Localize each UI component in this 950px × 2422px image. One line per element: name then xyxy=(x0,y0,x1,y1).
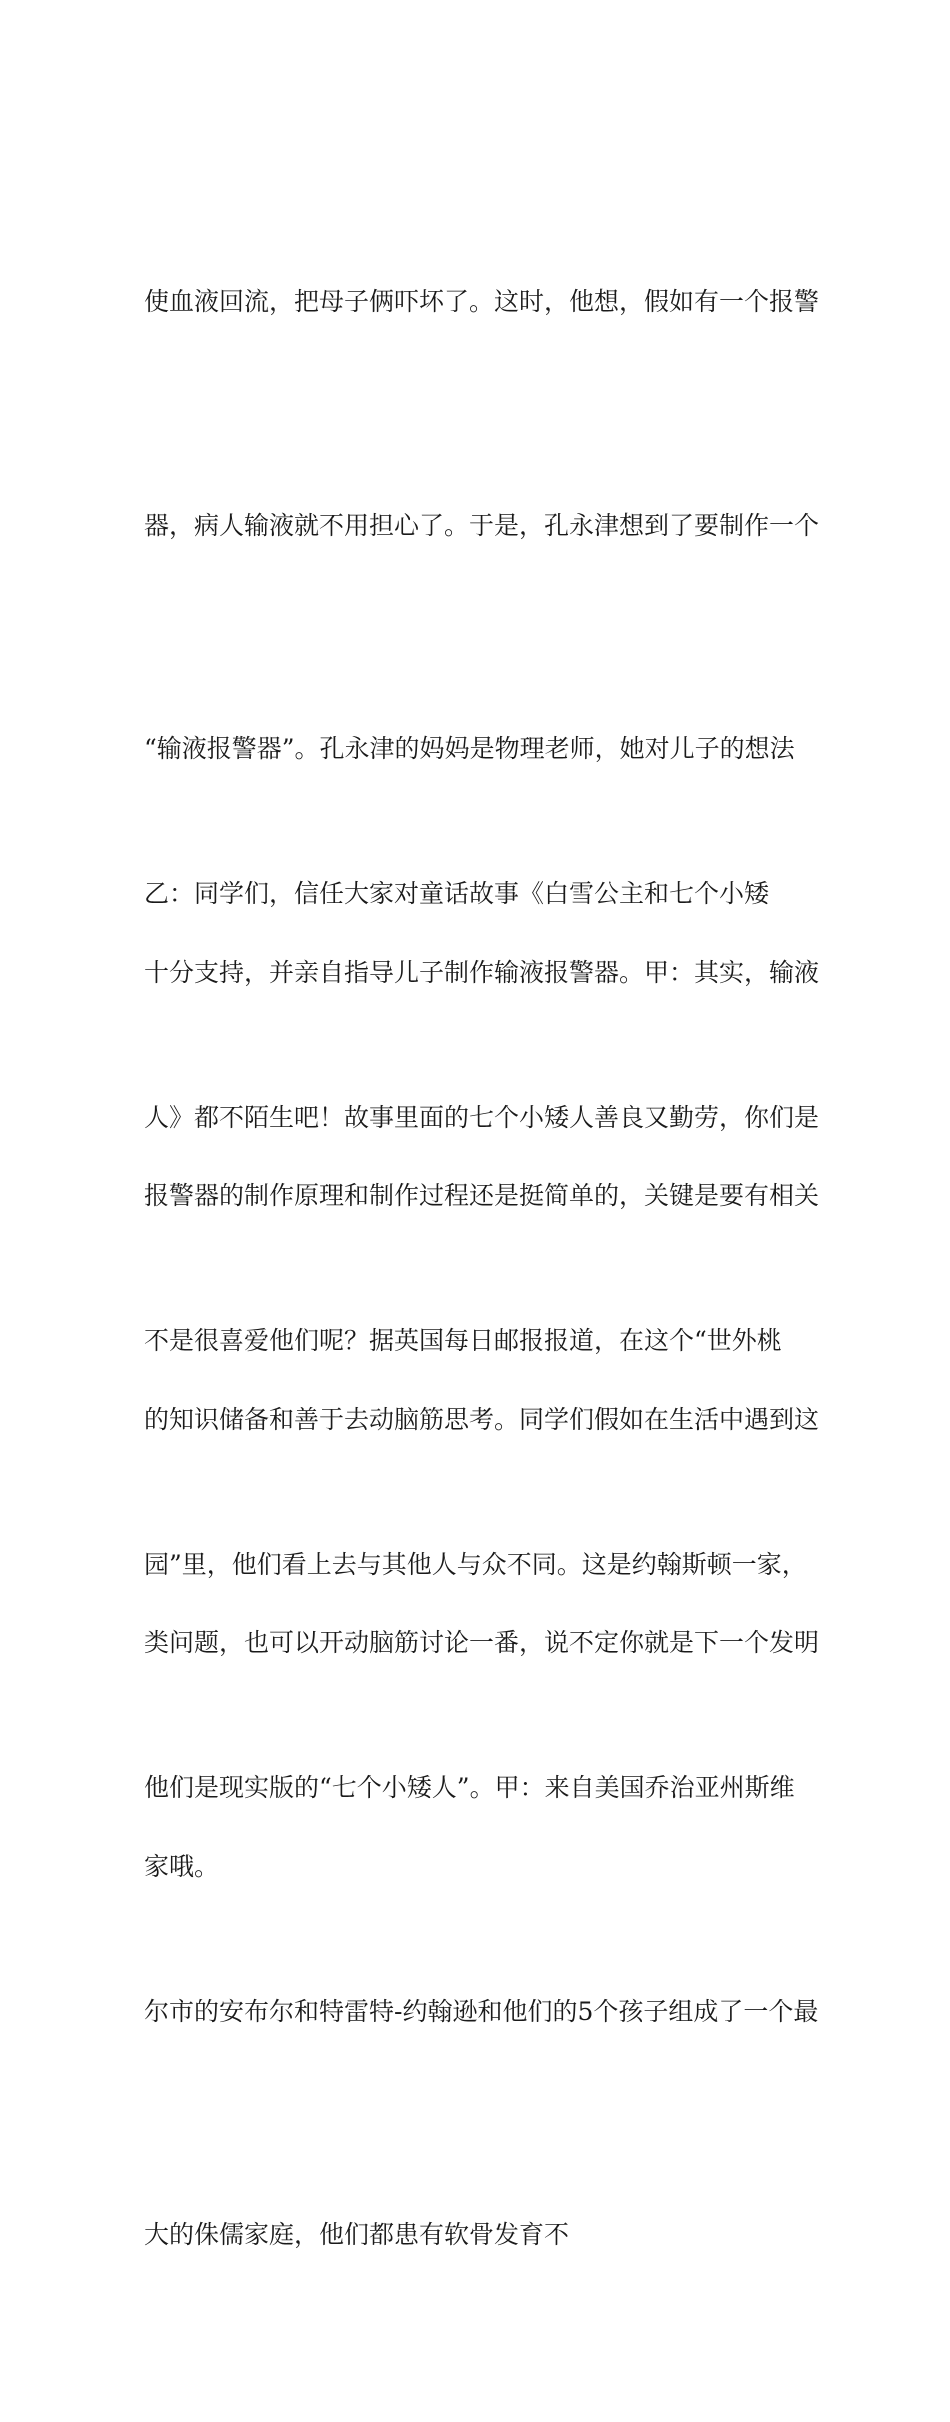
text-line: 人》都不陌生吧！故事里面的七个小矮人善良又勤劳，你们是 xyxy=(144,1102,820,1132)
text-line: 尔市的安布尔和特雷特-约翰逊和他们的5个孩子组成了一个最 xyxy=(144,1996,819,2026)
text-line: 园”里，他们看上去与其他人与众不同。这是约翰斯顿一家， xyxy=(144,1549,807,1579)
text-line: 他们是现实版的“七个小矮人”。甲：来自美国乔治亚州斯维 xyxy=(144,1773,795,1802)
text-line: 类问题，也可以开动脑筋讨论一番，说不定你就是下一个发明 xyxy=(144,1628,820,1657)
text-line: 的知识储备和善于去动脑筋思考。同学们假如在生活中遇到这 xyxy=(144,1404,820,1434)
text-line: 大的侏儒家庭，他们都患有软骨发育不 xyxy=(144,2220,570,2249)
text-line: 报警器的制作原理和制作过程还是挺简单的，关键是要有相关 xyxy=(144,1181,820,1210)
paragraph xyxy=(144,708,820,2422)
text-line: 使血液回流，把母子俩吓坏了。这时，他想，假如有一个报警 xyxy=(144,287,820,316)
text-line: “输液报警器”。孔永津的妈妈是物理老师，她对儿子的想法 xyxy=(144,734,795,763)
text-line: 家哦。 xyxy=(144,1851,220,1881)
text-line: 十分支持，并亲自指导儿子制作输液报警器。甲：其实，输液 xyxy=(144,957,820,987)
text-line: 器，病人输液就不用担心了。于是，孔永津想到了要制作一个 xyxy=(144,510,820,540)
text-line: 不是很喜爱他们呢？据英国每日邮报报道，在这个“世外桃 xyxy=(144,1326,782,1355)
text-line: 乙：同学们，信任大家对童话故事《白雪公主和七个小矮 xyxy=(144,879,770,908)
